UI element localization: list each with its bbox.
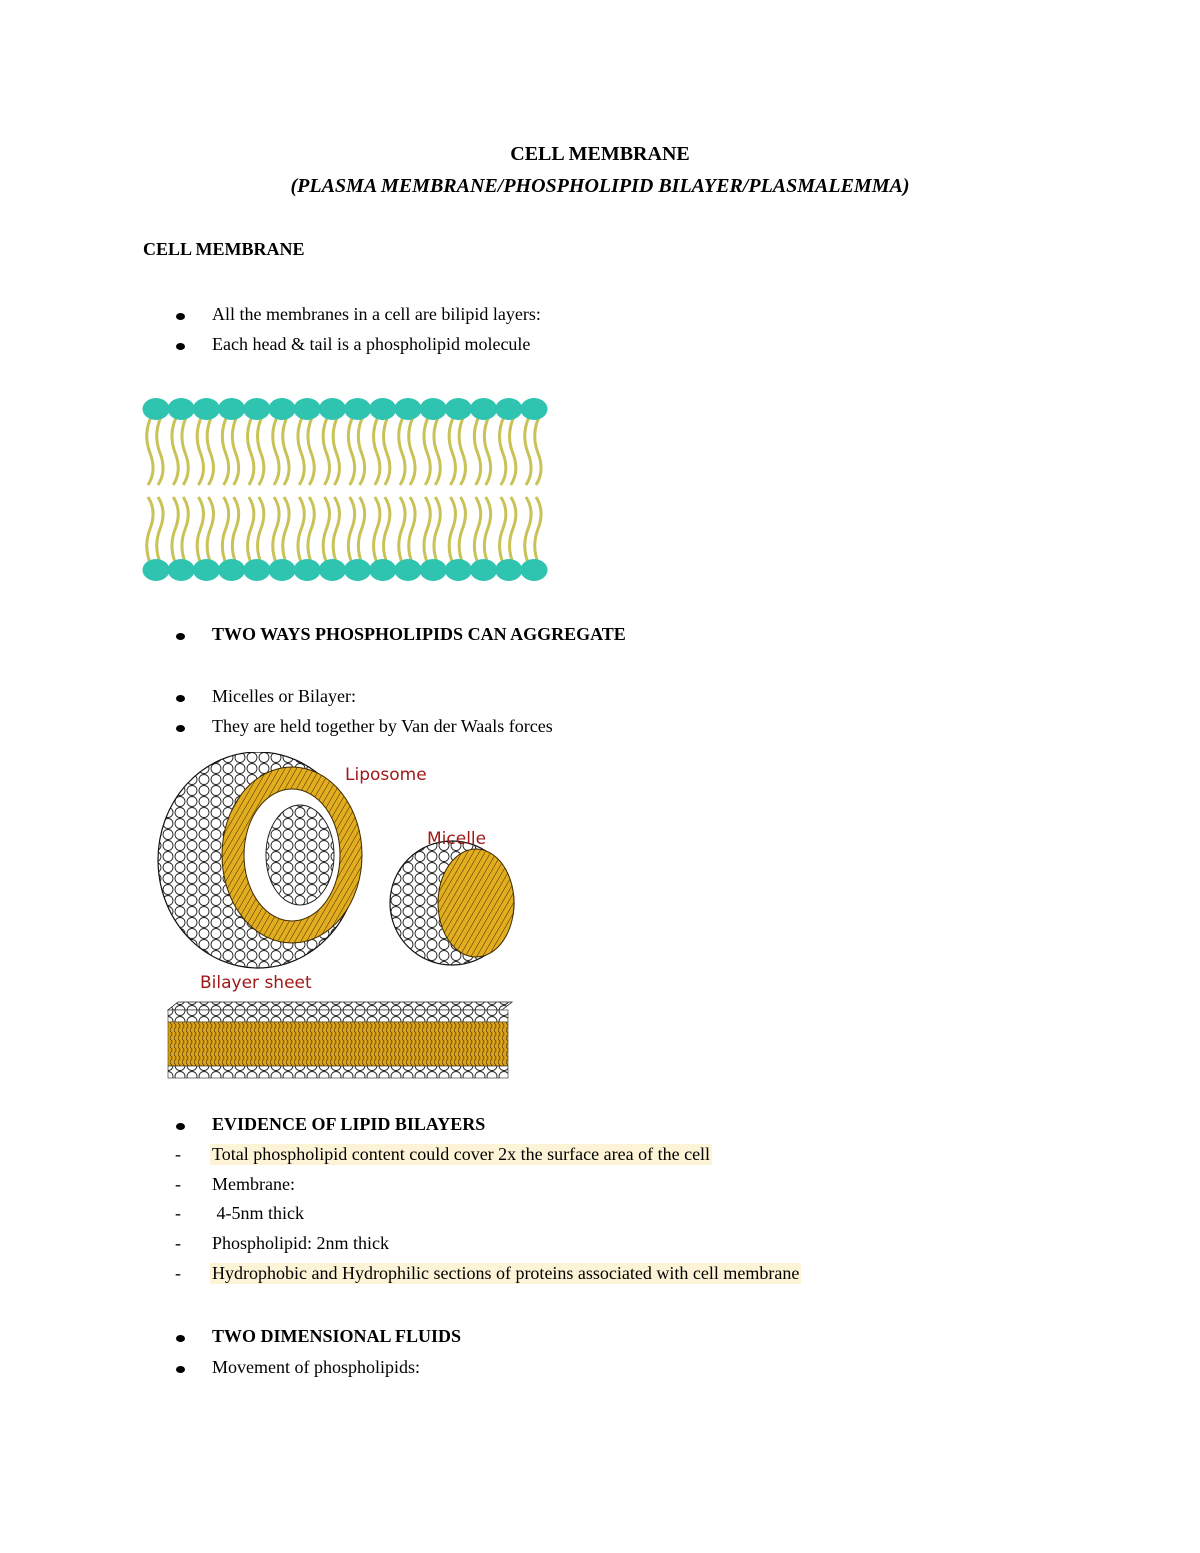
list-item-text: Phospholipid: 2nm thick — [212, 1233, 390, 1253]
tail-line — [434, 497, 440, 565]
dash-marker: - — [175, 1144, 181, 1164]
phospholipid-head — [193, 559, 220, 581]
phospholipid-head — [218, 559, 245, 581]
phospholipid-head — [420, 398, 447, 420]
tail-line — [358, 417, 364, 485]
phospholipid-head — [344, 559, 371, 581]
tail-line — [424, 417, 430, 485]
tail-line — [333, 417, 339, 485]
tail-line — [374, 497, 380, 565]
tail-line — [283, 417, 289, 485]
tail-line — [500, 417, 506, 485]
phospholipid-head — [143, 398, 170, 420]
tail-line — [535, 497, 541, 565]
tail-line — [258, 497, 264, 565]
tail-line — [434, 417, 440, 485]
list-item-text: Micelles or Bilayer: — [212, 686, 356, 706]
tail-line — [308, 497, 314, 565]
phospholipid-head — [369, 398, 396, 420]
tail-line — [358, 497, 364, 565]
bilayer-sheet-shape — [168, 1002, 512, 1078]
bullet-icon — [176, 1366, 185, 1373]
phospholipid-head — [319, 559, 346, 581]
phospholipid-head — [521, 398, 548, 420]
tail-line — [182, 417, 188, 485]
phospholipid-head — [243, 559, 270, 581]
tail-line — [283, 497, 289, 565]
phospholipid-head — [294, 559, 321, 581]
phospholipid-head — [445, 559, 472, 581]
bullet-icon — [176, 695, 185, 702]
dash-marker: - — [175, 1203, 181, 1223]
evidence-heading: EVIDENCE OF LIPID BILAYERS — [212, 1114, 486, 1134]
tail-line — [333, 497, 339, 565]
liposome-label: Liposome — [345, 765, 427, 785]
fluids-heading: TWO DIMENSIONAL FLUIDS — [212, 1326, 462, 1346]
phospholipid-head — [243, 398, 270, 420]
tail-line — [222, 417, 228, 485]
list-item-text: Each head & tail is a phospholipid molecule — [212, 334, 531, 354]
tail-line — [409, 417, 415, 485]
tail-line — [459, 417, 465, 485]
phospholipid-head — [269, 559, 296, 581]
bullet-icon — [176, 313, 185, 320]
tail-line — [459, 497, 465, 565]
tail-line — [474, 497, 480, 565]
tail-line — [409, 497, 415, 565]
tail-line — [474, 417, 480, 485]
micelle-label: Micelle — [427, 829, 487, 849]
tail-line — [525, 417, 531, 485]
tail-line — [147, 417, 153, 485]
phospholipid-head — [193, 398, 220, 420]
list-item-text: Hydrophobic and Hydrophilic sections of proteins associated with cell membrane — [212, 1263, 800, 1283]
tail-line — [197, 497, 203, 565]
list-item-text: All the membranes in a cell are bilipid layers: — [212, 304, 541, 324]
bilayer-diagram-svg — [140, 393, 560, 587]
list-item-text: 4-5nm thick — [212, 1203, 304, 1223]
bullet-icon — [176, 1335, 185, 1342]
tail-line — [384, 417, 390, 485]
bullet-icon — [176, 633, 185, 640]
bullet-icon — [176, 1123, 185, 1130]
aggregate-heading: TWO WAYS PHOSPHOLIPIDS CAN AGGREGATE — [212, 624, 626, 644]
tail-line — [323, 497, 329, 565]
tail-line — [308, 417, 314, 485]
tail-line — [172, 497, 178, 565]
phospholipid-head — [470, 398, 497, 420]
tail-line — [232, 417, 238, 485]
bullet-icon — [176, 725, 185, 732]
tail-line — [172, 417, 178, 485]
phospholipid-head — [319, 398, 346, 420]
phospholipid-head — [495, 559, 522, 581]
bilayer-sheet-label: Bilayer sheet — [200, 973, 312, 993]
phospholipid-head — [344, 398, 371, 420]
phospholipid-head — [294, 398, 321, 420]
page-subtitle: (PLASMA MEMBRANE/PHOSPHOLIPID BILAYER/PLASMALEMMA) — [290, 175, 910, 197]
list-item-text: They are held together by Van der Waals forces — [212, 716, 553, 736]
phospholipid-head — [395, 559, 422, 581]
phospholipid-head — [395, 398, 422, 420]
tail-line — [157, 417, 163, 485]
tail-line — [222, 497, 228, 565]
tail-line — [399, 417, 405, 485]
phospholipid-head — [168, 398, 195, 420]
dash-marker: - — [175, 1174, 181, 1194]
tail-line — [374, 417, 380, 485]
tail-line — [298, 417, 304, 485]
tail-line — [484, 497, 490, 565]
tail-line — [197, 417, 203, 485]
tail-line — [182, 497, 188, 565]
list-item-text: Membrane: — [212, 1174, 295, 1194]
phospholipid-head — [495, 398, 522, 420]
list-item-text: Movement of phospholipids: — [212, 1357, 420, 1377]
tail-line — [258, 417, 264, 485]
tail-line — [399, 497, 405, 565]
section-heading: CELL MEMBRANE — [143, 239, 305, 259]
aggregation-diagram-svg — [150, 752, 530, 1082]
tail-line — [207, 497, 213, 565]
list-item-text: Total phospholipid content could cover 2x the surface area of the cell — [212, 1144, 711, 1164]
phospholipid-head — [269, 398, 296, 420]
tail-line — [273, 417, 279, 485]
tail-line — [207, 417, 213, 485]
tail-line — [273, 497, 279, 565]
tail-line — [248, 497, 254, 565]
phospholipid-head — [470, 559, 497, 581]
tail-line — [323, 417, 329, 485]
phospholipid-head — [218, 398, 245, 420]
tail-line — [147, 497, 153, 565]
phospholipid-head — [420, 559, 447, 581]
phospholipid-head — [369, 559, 396, 581]
tail-line — [484, 417, 490, 485]
bullet-icon — [176, 343, 185, 350]
tail-line — [298, 497, 304, 565]
bilayer-diagram — [140, 393, 560, 587]
tail-line — [424, 497, 430, 565]
dash-marker: - — [175, 1233, 181, 1253]
phospholipid-head — [445, 398, 472, 420]
tail-line — [525, 497, 531, 565]
micelle-shape — [390, 841, 514, 965]
phospholipid-head — [143, 559, 170, 581]
phospholipid-head — [168, 559, 195, 581]
tail-line — [449, 417, 455, 485]
liposome-shape — [158, 752, 362, 968]
tail-line — [510, 417, 516, 485]
tail-line — [232, 497, 238, 565]
aggregation-diagram — [150, 752, 530, 1082]
tail-line — [449, 497, 455, 565]
tail-line — [348, 417, 354, 485]
phospholipid-head — [521, 559, 548, 581]
tail-line — [500, 497, 506, 565]
page-title: CELL MEMBRANE — [510, 143, 690, 165]
tail-line — [348, 497, 354, 565]
tail-line — [384, 497, 390, 565]
tail-line — [510, 497, 516, 565]
tail-line — [157, 497, 163, 565]
tail-line — [535, 417, 541, 485]
dash-marker: - — [175, 1263, 181, 1283]
tail-line — [248, 417, 254, 485]
